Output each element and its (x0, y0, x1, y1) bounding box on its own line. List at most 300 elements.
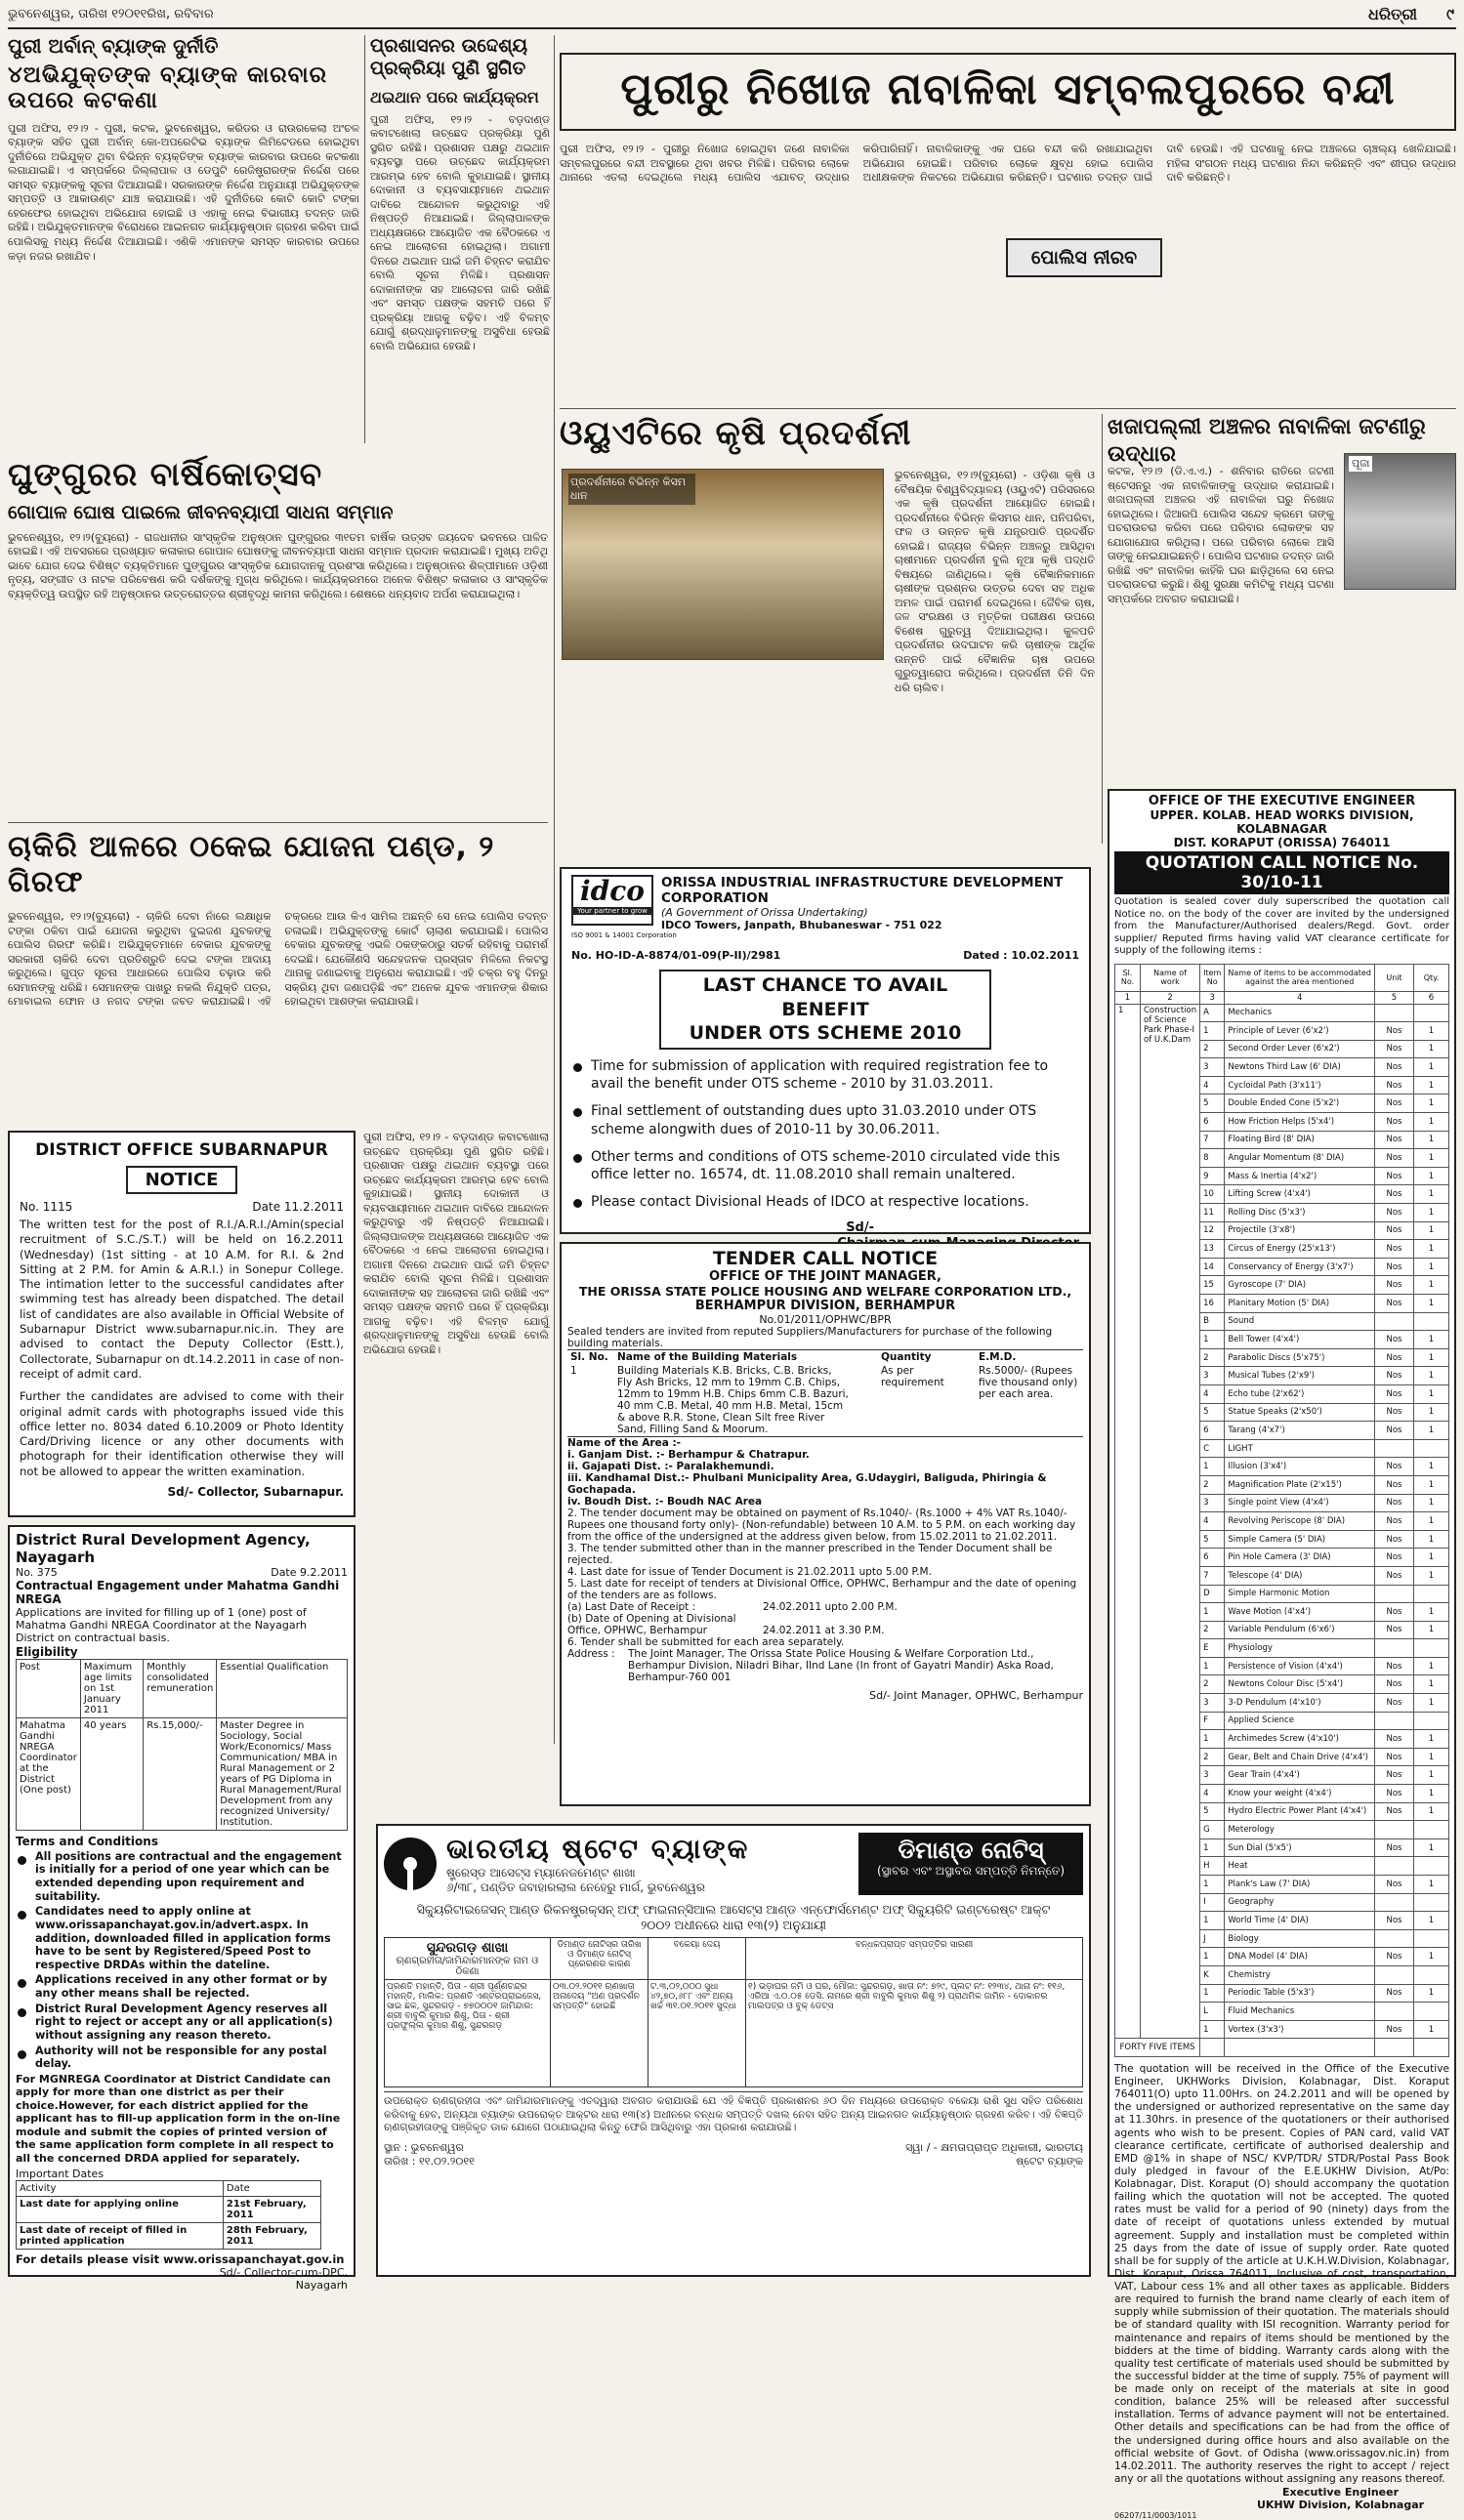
kolab-cell: 3 (1200, 1494, 1225, 1512)
ad-tender (560, 1242, 1091, 1806)
sbi-td-property: ୧) ଭଡ଼ାଘର ଜମି ଓ ଘର, ମୌଜା: ସୁନ୍ଦରଗଡ଼, ଖାତା ନଂ: ୭୨୯, ପ୍ଲଟ ନଂ: ୧୨୩୪, ଥାନା ନଂ: ୧୧୬, ଏରିଆ ଏ.୦.୦୫ ଡେସି. ନାମରେ ଶ୍ରୀ ବାବୁଲି କୁମାର ଶିଶୁ ୨) ପ୍ରାଥମିକ ଜାମିନ - ଦୋକାନର ମାଲପତ୍ର ଓ ବୁକ୍ ଡେଟ୍ସ (746, 1980, 1083, 2087)
kolab-cell: 1 (1414, 1549, 1449, 1567)
masthead-page-number: ୯ (1446, 5, 1454, 23)
sbi-th-dues: ବକେୟା ଦେୟ (648, 1938, 746, 1980)
kolab-cell: 1 (1200, 1984, 1225, 2003)
tender-receipt-value: 24.02.2011 upto 2.00 P.M. (763, 1601, 898, 1613)
kolab-cell: 1 (1414, 1838, 1449, 1857)
kolab-cell (1375, 1004, 1414, 1022)
kolab-cell: 15 (1200, 1276, 1225, 1295)
kolab-cell: 5 (1200, 1403, 1225, 1422)
kolab-cell: Geography (1225, 1893, 1375, 1912)
ad-idco-points (571, 1057, 1079, 1211)
kolab-cell: 13 (1200, 1240, 1225, 1259)
kolab-cell: 1 (1414, 1348, 1449, 1367)
kolab-cell (1375, 1857, 1414, 1876)
kolab-cell: Nos (1375, 1095, 1414, 1113)
idco-point: Please contact Divisional Heads of IDCO at respective locations. (571, 1193, 1079, 1211)
ad-sbi-sign: ସ୍ୱା / - କ୍ଷମତାପ୍ରାପ୍ତ ଅଧିକାରୀ, ଭାରତୀୟ ଷ୍ଟେଟ ବ୍ୟାଙ୍କ (905, 2140, 1083, 2168)
kolab-cell: Nos (1375, 1258, 1414, 1276)
kolab-cell: Floating Bird (8' DIA) (1225, 1131, 1375, 1149)
ad-sbi-act: ସିକ୍ୟୁରିଟାଇଜେସନ୍ ଆଣ୍ଡ ରିକନଷ୍ଟ୍ରକ୍ସନ୍ ଅଫ୍ ଫାଇନାନ୍ସିଆଲ ଆସେଟ୍ସ ଆଣ୍ଡ ଏନ୍ଫୋର୍ସମେଣ୍ଟ ଅଫ୍ ସିକ୍ୟୁରିଟି ଇଣ୍ଟରେଷ୍ଟ ଆକ୍ଟ ୨୦୦୨ ଅଧୀନରେ ଧାରା ୧୩(୨) ଅନୁଯାୟୀ (416, 1902, 1051, 1932)
kolab-cell: Nos (1375, 1675, 1414, 1694)
kolab-cell: Nos (1375, 1076, 1414, 1095)
kolab-cell: 2 (1200, 1675, 1225, 1694)
kolab-cell: 1 (1200, 1876, 1225, 1894)
drda-td-post: Mahatma Gandhi NREGA Coordinator at the District (One post) (17, 1717, 81, 1830)
kolab-cell: DNA Model (4' DIA) (1225, 1948, 1375, 1966)
kolab-th: Unit (1375, 964, 1414, 991)
drda-dates-activity: Last date for applying online (17, 2196, 224, 2222)
ad-drda-subject: Contractual Engagement under Mahatma Gandhi NREGA (16, 1579, 340, 1606)
kolab-cell: Statue Speaks (2'x50') (1225, 1403, 1375, 1422)
story-bank-headline: ୪ଅଭିଯୁକ୍ତଙ୍କ ବ୍ୟାଙ୍କ କାରବାର ଉପରେ କଟକଣା (8, 62, 328, 114)
drda-td-age: 40 years (80, 1717, 143, 1830)
kolab-cell: Biology (1225, 1929, 1375, 1948)
kolab-cell: Nos (1375, 1603, 1414, 1622)
kolab-cell: Conservancy of Energy (3'x7') (1225, 1258, 1375, 1276)
drda-td-pay: Rs.15,000/- (144, 1717, 217, 1830)
tender-addr-label: Address : (567, 1648, 615, 1660)
kolab-cell: 1 (1414, 1785, 1449, 1803)
kolab-cell: Mass & Inertia (4'x2') (1225, 1167, 1375, 1185)
kolab-th: Name of items to be accommodated against the area mentioned (1225, 964, 1375, 991)
ad-sbi-name: ଭାରତୀୟ ଷ୍ଟେଟ ବ୍ୟାଙ୍କ (446, 1833, 750, 1865)
ad-drda-terms (16, 1850, 348, 2072)
kolab-cell: 12 (1200, 1221, 1225, 1240)
kolab-cell (1375, 1929, 1414, 1948)
kolab-cell (1414, 1893, 1449, 1912)
kolab-cell (1414, 1004, 1449, 1022)
ad-drda-dates-table (16, 2180, 321, 2250)
kolab-cell: Simple Harmonic Motion (1225, 1585, 1375, 1603)
kolab-cell: Nos (1375, 1802, 1414, 1821)
kolab-cell: Nos (1375, 1331, 1414, 1349)
ad-kolab-banner: QUOTATION CALL NOTICE No. 30/10-11 (1114, 851, 1449, 894)
kolab-cell: 10 (1200, 1185, 1225, 1204)
kolab-cell: L (1200, 2003, 1225, 2021)
kolab-cell: H (1200, 1857, 1225, 1876)
kolab-cell: Meterology (1225, 1821, 1375, 1839)
kolab-cell: Principle of Lever (6'x2') (1225, 1022, 1375, 1041)
kolab-cell: 7 (1200, 1566, 1225, 1585)
kolab-cell: Lifting Screw (4'x4') (1225, 1185, 1375, 1204)
kolab-cell: Nos (1375, 1384, 1414, 1403)
tender-term: 3. The tender submitted other than in the manner prescribed in the Tender Document shall be rejected. (567, 1543, 1053, 1566)
sbi-td-date: ୦୩.୦୨.୨୦୧୧ ଋଣଖାତା ଅନାଦେୟ "ଅଣ ପ୍ରଦର୍ଶନ ସମ୍ପତ୍ତି" ହୋଇଛି (551, 1980, 648, 2087)
ad-drda-intro: Applications are invited for filling up of 1 (one) post of Mahatma Gandhi NREGA Coordinator at the Nayagarh District on contractual basis. (16, 1606, 307, 1645)
kolab-cell (1375, 1893, 1414, 1912)
kolab-cell: 1 (1414, 1912, 1449, 1930)
ouat-photo (562, 469, 884, 660)
kolab-cell: 1 (1414, 1512, 1449, 1531)
kolab-cell (1414, 1929, 1449, 1948)
kolab-cell: 1 (1200, 1730, 1225, 1749)
kolab-cell: Nos (1375, 1113, 1414, 1132)
tender-addr: The Joint Manager, The Orissa State Police Housing & Welfare Corporation Ltd., Berhampur Division, Niladri Bihar, IInd Lane (In front of Gayatri Mandir) Aska Road, Berhampur-760 001 (628, 1648, 1054, 1683)
ad-subarnapur-para1: The written test for the post of R.I./A.R.I./Amin(special recruitment of S.C./S.T.) will be held on 16.2.2011 (Wednesday) (1st sitting - at 10 A.M. for R.I. & 2nd Sitting at 2 P.M. for Amin & A.R.I.) in Sonepur College. The intimation letter to the successful candidates after swimming test has already been dispatched. The detail list of candidates are also available in Official Website of Subarnapur District www.subarnapur.nic.in. They are advised to contact the Deputy Collector (Estt.), Collectorate, Subarnapur on dt.14.2.2011 in case of non-receipt of admit card. (20, 1218, 344, 1381)
kolab-cell: 3 (1200, 1766, 1225, 1785)
ad-sbi-date: ତାରିଖ : ୧୧.୦୨.୨୦୧୧ (384, 2154, 475, 2168)
kolab-cell: 1 (1414, 1422, 1449, 1440)
tender-th-sl: Sl. No. (570, 1351, 608, 1363)
kolab-cell: 1 (1414, 1185, 1449, 1204)
idco-point: Final settlement of outstanding dues upto 31.03.2010 under OTS scheme alongwith dues of 2010-11 by 30.06.2011. (571, 1102, 1079, 1137)
kolab-cell: K (1200, 1965, 1225, 1984)
kolab-cell: Nos (1375, 2020, 1414, 2039)
kolab-cell: 1 (1414, 1458, 1449, 1476)
ad-kolab-sign2: UKHW Division, Kolabnagar (1256, 2499, 1425, 2512)
story-ouat-body: ଭୁବନେଶ୍ୱର, ୧୨।୨(ବ୍ୟୁରୋ) - ଓଡ଼ିଶା କୃଷି ଓ ବୈଷୟିକ ବିଶ୍ୱବିଦ୍ୟାଳୟ (ଓୟୁଏଟି) ପରିସରରେ ଏକ କୃଷି ପ୍ରଦର୍ଶନୀ ଆୟୋଜିତ ହୋଇଛି। ପ୍ରଦର୍ଶନୀରେ ବିଭିନ୍ନ କିସମର ଧାନ, ପନିପରିବା, ଫଳ ଓ ଉନ୍ନତ କୃଷି ଯନ୍ତ୍ରପାତି ପ୍ରଦର୍ଶିତ ହୋଇଛି। ରାଜ୍ୟର ବିଭିନ୍ନ ଅଞ୍ଚଳରୁ ଆସିଥିବା ଚାଷୀମାନେ ପ୍ରଦର୍ଶନୀ ବୁଲି ନୂଆ କୃଷି ପଦ୍ଧତି ବିଷୟରେ ଜାଣିଥିଲେ। କୃଷି ବୈଜ୍ଞାନିକମାନେ ଚାଷୀଙ୍କ ପ୍ରଶ୍ନର ଉତ୍ତର ଦେବା ସହ ଅଧିକ ଅମଳ ପାଇଁ ପରାମର୍ଶ ଦେଇଥିଲେ। ଜୈବିକ ଚାଷ, ଜଳ ସଂରକ୍ଷଣ ଓ ମୃତ୍ତିକା ପରୀକ୍ଷଣ ଉପରେ ବିଶେଷ ଗୁରୁତ୍ୱ ଦିଆଯାଇଥିଲା। କୁଳପତି ପ୍ରଦର୍ଶନୀର ଉଦଘାଟନ କରି ଚାଷୀଙ୍କ ଆର୍ଥିକ ଉନ୍ନତି ପାଇଁ ବୈଜ୍ଞାନିକ ଚାଷ ଉପରେ ଗୁରୁତ୍ୱାରୋପ କରିଥିଲେ। ପ୍ରଦର୍ଶନୀ ତିନି ଦିନ ଧରି ଚାଲିବ। (895, 469, 1095, 694)
tender-term: 4. Last date for issue of Tender Document is 21.02.2011 upto 5.00 P.M. (567, 1566, 932, 1578)
ad-drda-dates-label: Important Dates (16, 2167, 105, 2180)
kolab-cell: Nos (1375, 1766, 1414, 1785)
ad-idco-sign1: Sd/- (846, 1220, 874, 1236)
kolab-cell: C (1200, 1439, 1225, 1458)
kolab-cell: Nos (1375, 1149, 1414, 1168)
kolab-cell: 1 (1414, 1530, 1449, 1549)
kolab-cell: Second Order Lever (6'x2') (1225, 1040, 1375, 1058)
kolab-cell: Nos (1375, 1494, 1414, 1512)
kolab-cell: Circus of Energy (25'x13') (1225, 1240, 1375, 1259)
ad-subarnapur-title: DISTRICT OFFICE SUBARNAPUR (35, 1140, 328, 1160)
kolab-cell: 1 (1200, 1458, 1225, 1476)
ad-sbi-address: ୬/୩୮, ପଣ୍ଡିତ ଜବାହାରଲାଲ ନେହେରୁ ମାର୍ଗ, ଭୁବନେଶ୍ୱର (446, 1880, 705, 1894)
kolab-cell: E (1200, 1639, 1225, 1658)
kolab-cell: Nos (1375, 1876, 1414, 1894)
kolab-cell (1414, 1312, 1449, 1331)
ad-drda-mgnrega-note: For MGNREGA Coordinator at District Candidate can apply for more than one district as per their choice.However, for each district applied for the applicant has to fill-up application form in the on-line module and submit the copies of printed version of the same application form complete in all respect to all the concerned DRDA applied for separately. (16, 2073, 341, 2165)
kolab-cell: Parabolic Discs (5'x75') (1225, 1348, 1375, 1367)
story-festival-body: ଭୁବନେଶ୍ୱର, ୧୨।୨(ବ୍ୟୁରୋ) - ରାଜଧାନୀର ସାଂସ୍କୃତିକ ଅନୁଷ୍ଠାନ ଘୁଙ୍ଗୁରର ୩୧ତମ ବାର୍ଷିକ ଉତ୍ସବ ଜୟଦେବ ଭବନରେ ପାଳିତ ହୋଇଛି। ଏହି ଅବସରରେ ପ୍ରଖ୍ୟାତ କଳାକାର ଗୋପାଳ ଘୋଷଙ୍କୁ ଜୀବନବ୍ୟାପୀ ସାଧନା ସମ୍ମାନ ପ୍ରଦାନ କରାଯାଇଛି। ମୁଖ୍ୟ ଅତିଥି ଭାବେ ଯୋଗ ଦେଇ ବିଶିଷ୍ଟ ବ୍ୟକ୍ତିମାନେ ଘୁଙ୍ଗୁରର ସାଂସ୍କୃତିକ ଯୋଗଦାନକୁ ପ୍ରଶଂସା କରିଥିଲେ। ଅନୁଷ୍ଠାନର ଶିଳ୍ପୀମାନେ ଓଡ଼ିଶୀ ନୃତ୍ୟ, ସଙ୍ଗୀତ ଓ ନାଟକ ପରିବେଷଣ କରି ଦର୍ଶକଙ୍କୁ ମୁଗ୍ଧ କରିଥିଲେ। କାର୍ଯ୍ୟକ୍ରମରେ ଅନେକ ବିଶିଷ୍ଟ କଳାକାର ଓ ସାଂସ୍କୃତିକ ବ୍ୟକ୍ତିତ୍ୱ ଉପସ୍ଥିତ ରହି ଅନୁଷ୍ଠାନର ଉତ୍ତରୋତ୍ତର ଶ୍ରୀବୃଦ୍ଧି କାମନା କରିଥିଲେ। ଶେଷରେ ଧନ୍ୟବାଦ ଅର୍ପଣ କରାଯାଇଥିଲା। (8, 530, 548, 600)
ad-kolab-intro: Quotation is sealed cover duly superscribed the quotation call Notice no. on the body of the cover are invited by the undersigned from the Manufacturer/Authorised dealers/Regd. Govt. order supplier/ Reputed firms having valid VAT clearance certificate for supply of the following items : (1114, 896, 1449, 956)
kolab-cell: 1 (1200, 1331, 1225, 1349)
sbi-th-property: ବନ୍ଧକପ୍ରାପ୍ତ ସମ୍ପତ୍ତିର ସାରଣୀ (746, 1938, 1083, 1980)
kolab-cell: 1 (1414, 1076, 1449, 1095)
ad-idco-iso: ISO 9001 & 14001 Corporation (571, 931, 677, 939)
ad-sbi-demand: ଡିମାଣ୍ଡ ନୋଟିସ୍ (ସ୍ଥାବର ଏବଂ ଅସ୍ଥାବର ସମ୍ପତ୍ତି ନିମନ୍ତେ) (858, 1833, 1083, 1895)
kolab-cell: 5 (1200, 1802, 1225, 1821)
kolab-cell: 1 (1414, 1403, 1449, 1422)
tender-td-qty: As per requirement (881, 1365, 944, 1388)
story-festival-headline: ଘୁଙ୍ଗୁରର ବାର୍ଷିକୋତ୍ସବ (8, 455, 323, 493)
story-rescue-headline: ଖଜାପଲ୍ଲୀ ଅଞ୍ଚଳର ନାବାଳିକା ଜଟଣୀରୁ ଉଦ୍ଧାର (1108, 415, 1426, 467)
kolab-cell (1375, 1965, 1414, 1984)
kolab-cell (1375, 1821, 1414, 1839)
kolab-cell (1375, 1639, 1414, 1658)
kolab-cell: 16 (1200, 1295, 1225, 1313)
kolab-cell: Nos (1375, 1549, 1414, 1567)
ad-sbi-table (384, 1937, 1083, 2087)
kolab-cell: 4 (1200, 1785, 1225, 1803)
ad-kolab-body: The quotation will be received in the Office of the Executive Engineer, UKHWorks Division, Kolabnagar, Dist. Koraput 764011(O) upto 11.00Hrs. on 24.2.2011 and will be opened by the undersigned or authorized representative on the same day at 11.30hrs. in presence of the quotationers or their authorised agents who wish to be present. Copies of PAN card, valid VAT clearance certificate, certificate of authorised dealership and EMD @1% in shape of NSC/ KVP/TDR/ STDR/Postal Pass Book duly pledged in favour of the E.E.UKHW Division, At/Po: Kolabnagar, Dist. Koraput (O) should accompany the quotation failing which the quotation will not be accepted. The quoted rates must be valid for a period of 90 (ninety) days from the date of receipt of quotations unless extended by mutual agreement. Supply and installation must be completed within 25 days from the date of issue of supply order. Rate quoted shall be for supply of the article at U.K.H.W.Division, Kolabnagar, Dist. Koraput, Orissa 764011, Inclusive of cost, transportation, VAT, Labour cess 1% and all other taxes as applicable. Bidders are required to furnish the brand name clearly of each item of supply while submission of their quotation. The materials should be of standard quality with ISI recognition. Warranty period for maintenance and repairs of items should be mentioned by the bidders at the time of bidding. Warranty cards along with the quality test certificate of materials used should be submitted by the successful bidder at the time of supply. 75% of payment will be made only on receipt of the materials at site in good condition, balance 25% will be released after successful installation. Terms of advance payment will not be entertained. Other details and specifications can be had from the office of the undersigned during office hours and also available on the official website of Govt. of Odisha (www.orissagov.nic.in) from 14.02.2011. The authority reserves the right to accept / reject any or all the quotations without assigning any reasons thereof. (1114, 2062, 1449, 2485)
ad-tender-office: OFFICE OF THE JOINT MANAGER, (709, 1269, 941, 1284)
story-missing-callout: ପୋଲିସ ନୀରବ (1006, 238, 1162, 277)
kolab-cell: 2 (1200, 1475, 1225, 1494)
kolab-cell: 1 (1414, 1331, 1449, 1349)
kolab-cell: Rolling Disc (5'x3') (1225, 1204, 1375, 1222)
kolab-cell: 1 (1414, 1384, 1449, 1403)
story-fraud (8, 830, 548, 1123)
kolab-cell: F (1200, 1712, 1225, 1730)
kolab-cell: Chemistry (1225, 1965, 1375, 1984)
story-fraud-body: ଭୁବନେଶ୍ୱର, ୧୨।୨(ବ୍ୟୁରୋ) - ଚାକିରି ଦେବା ନାଁରେ ଲକ୍ଷାଧିକ ଟଙ୍କା ଠକିବା ପାଇଁ ଯୋଜନା କରୁଥିବା ଦୁଇଜଣ ଯୁବକଙ୍କୁ ପୋଲିସ ଗିରଫ କରିଛି। ଅଭିଯୁକ୍ତମାନେ ବେକାର ଯୁବକଙ୍କୁ ସରକାରୀ ଚାକିରି ଦେବା ପ୍ରତିଶ୍ରୁତି ଦେଇ ଟଙ୍କା ଆଦାୟ କରୁଥିଲେ। ଗୁପ୍ତ ସୂଚନା ଆଧାରରେ ପୋଲିସ ଚଢ଼ାଉ କରି ସେମାନଙ୍କୁ ଧରିଛି। ସେମାନଙ୍କ ପାଖରୁ ନକଲି ନିଯୁକ୍ତି ପତ୍ର, ମୋବାଇଲ ଫୋନ ଓ ନଗଦ ଟଙ୍କା ଜବତ କରାଯାଇଛି। ଏହି ଚକ୍ରରେ ଆଉ କିଏ ସାମିଲ ଅଛନ୍ତି ସେ ନେଇ ପୋଲିସ ତଦନ୍ତ ଚଳାଇଛି। ଅଭିଯୁକ୍ତଙ୍କୁ କୋର୍ଟ ଚାଲାଣ କରାଯାଇଛି। ପୋଲିସ ବେକାର ଯୁବକଙ୍କୁ ଏଭଳି ଠକଙ୍କଠାରୁ ସତର୍କ ରହିବାକୁ ପରାମର୍ଶ ଦେଇଛି। ଯେକୌଣସି ସନ୍ଦେହଜନକ ପ୍ରସ୍ତାବ ମିଳିଲେ ନିକଟସ୍ଥ ଥାନାକୁ ଜଣାଇବାକୁ ଅନୁରୋଧ କରାଯାଇଛି। ଏହି ଚକ୍ର ବହୁ ଦିନରୁ ସକ୍ରିୟ ଥିବା ଜଣାପଡ଼ିଛି ଏବଂ ଅନେକ ଯୁବକ ଏମାନଙ୍କ ଶିକାର ହୋଇଥିବା ଆଶଙ୍କା କରାଯାଉଛି। (8, 910, 548, 1009)
kolab-cell: Simple Camera (5' DIA) (1225, 1530, 1375, 1549)
kolab-item-row (1115, 1004, 1449, 1022)
ad-drda-details: For details please visit www.orissapanchayat.gov.in (16, 2251, 345, 2266)
ad-drda-no: No. 375 (16, 1566, 58, 1579)
kolab-th: Name of work (1141, 964, 1200, 991)
kolab-cell: 1 (1414, 1802, 1449, 1821)
kolab-cell: 1 (1414, 1948, 1449, 1966)
tender-area: iv. Boudh Dist. :- Boudh NAC Area (567, 1496, 763, 1508)
ad-tender-sign: Sd/- Joint Manager, OPHWC, Berhampur (869, 1689, 1083, 1702)
ad-kolab-h2: UPPER. KOLAB. HEAD WORKS DIVISION, KOLABNAGAR (1150, 808, 1414, 836)
ad-idco-corp: ORISSA INDUSTRIAL INFRASTRUCTURE DEVELOPMENT CORPORATION (661, 875, 1064, 906)
story-bank-kicker: ପୁରୀ ଅର୍ବାନ୍ ବ୍ୟାଙ୍କ ଦୁର୍ନୀତି (8, 34, 219, 58)
kolab-cell: Nos (1375, 1475, 1414, 1494)
tender-opening-label: (b) Date of Opening at Divisional Office, OPHWC, Berhampur (567, 1613, 736, 1636)
kolab-cell: 1 (1414, 1748, 1449, 1766)
story-missing-headline: ପୁରୀରୁ ନିଖୋଜ ନାବାଳିକା ସମ୍ବଲପୁରରେ ବନ୍ଦୀ (560, 53, 1456, 131)
story-admin-headline: ପ୍ରଶାସନର ଉଦ୍ଦେଶ୍ୟ ପ୍ରକ୍ରିୟା ପୁଣି ସ୍ଥଗିତ (370, 35, 528, 79)
story-admin-body: ପୁରୀ ଅଫିସ, ୧୨।୨ - ବଡ଼ଦାଣ୍ଡ କବାଟଖୋଲା ଉଚ୍ଛେଦ ପ୍ରକ୍ରିୟା ପୁଣି ସ୍ଥଗିତ ରହିଛି। ପ୍ରଶାସନ ପକ୍ଷରୁ ଥଇଥାନ ବ୍ୟବସ୍ଥା ପରେ ଉଚ୍ଛେଦ କାର୍ଯ୍ୟକ୍ରମ ଆରମ୍ଭ ହେବ ବୋଲି କୁହାଯାଇଛି। ସ୍ଥାନୀୟ ଦୋକାନୀ ଓ ବ୍ୟବସାୟୀମାନେ ଥଇଥାନ ଦାବିରେ ଆନ୍ଦୋଳନ କରୁଥିବାରୁ ଏହି ନିଷ୍ପତ୍ତି ନିଆଯାଇଛି। ଜିଲ୍ଲାପାଳଙ୍କ ଅଧ୍ୟକ୍ଷତାରେ ଆୟୋଜିତ ଏକ ବୈଠକରେ ଏ ନେଇ ଆଲୋଚନା ହୋଇଥିଲା। ଅଗାମୀ ଦିନରେ ଥଇଥାନ ପାଇଁ ଜମି ଚିହ୍ନଟ କରାଯିବ ବୋଲି ସୂଚନା ମିଳିଛି। ପ୍ରଶାସନ ଦୋକାନୀଙ୍କ ସହ ଆଲୋଚନା ଜାରି ରଖିଛି ଏବଂ ସମସ୍ତ ପକ୍ଷଙ୍କ ସହମତି ପରେ ହିଁ ପ୍ରକ୍ରିୟା ଆଗକୁ ବଢ଼ିବ। ଏହି ବିଳମ୍ବ ଯୋଗୁଁ ଶ୍ରଦ୍ଧାଳୁମାନଙ୍କୁ ଅସୁବିଧା ହେଉଛି ବୋଲି ଅଭିଯୋଗ ହେଉଛି। (370, 112, 550, 352)
kolab-cell: 1 (1414, 1657, 1449, 1675)
story-festival-sub: ଗୋପାଳ ଘୋଷ ପାଇଲେ ଜୀବନବ୍ୟାପୀ ସାଧନା ସମ୍ମାନ (8, 501, 394, 523)
kolab-cell: Applied Science (1225, 1712, 1375, 1730)
kolab-cell: Nos (1375, 1022, 1414, 1041)
kolab-cell: 1 (1414, 1240, 1449, 1259)
kolab-cell: 1 (1200, 1603, 1225, 1622)
kolab-cell: 1 (1414, 1167, 1449, 1185)
sbi-td-dues: ଟ.୩,୦୨,୦୦୦ ସୁଧା ୪୨,୭୦,୬୮୮ ଏବଂ ଅନ୍ୟ ଖର୍ଚ୍ଚ ୩୧.୦୧.୨୦୧୧ ସୁଦ୍ଧା (648, 1980, 746, 2087)
ad-drda-terms-label: Terms and Conditions (16, 1834, 158, 1848)
story-missing-body: ପୁରୀ ଅଫିସ, ୧୨।୨ - ପୁରୀରୁ ନିଖୋଜ ହୋଇଥିବା ଜଣେ ନାବାଳିକା ସମ୍ବଲପୁରରେ ବନ୍ଦୀ ଅବସ୍ଥାରେ ଥିବା ଖବର ମିଳିଛି। ପରିବାର ଲୋକେ ଥାନାରେ ଏତଲା ଦେଇଥିଲେ ମଧ୍ୟ ପୋଲିସ ଏଯାବତ୍ ଉଦ୍ଧାର କରିପାରିନାହିଁ। ନାବାଳିକାଙ୍କୁ ଏକ ଘରେ ବନ୍ଦୀ କରି ରଖାଯାଇଥିବା ଅଭିଯୋଗ ହୋଇଛି। ପରିବାର ଲୋକେ କ୍ଷୁବ୍ଧ ହୋଇ ପୋଲିସ ଅଧୀକ୍ଷକଙ୍କ ନିକଟରେ ଅଭିଯୋଗ କରିଛନ୍ତି। ଘଟଣାର ତଦନ୍ତ ପାଇଁ ଦାବି ହେଉଛି। ଏହି ଘଟଣାକୁ ନେଇ ଅଞ୍ଚଳରେ ଚାଞ୍ଚଲ୍ୟ ଖେଳିଯାଇଛି। ମହିଳା ସଂଗଠନ ମଧ୍ୟ ଘଟଣାର ନିନ୍ଦା କରିଛନ୍ତି ଏବଂ ଶୀଘ୍ର ଉଦ୍ଧାର ଦାବି କରିଛନ୍ତି। (560, 143, 1456, 185)
kolab-cell: 1 (1414, 1258, 1449, 1276)
kolab-cell: Nos (1375, 1912, 1414, 1930)
sbi-th-branch: ସୁନ୍ଦରଗଡ଼ ଶାଖା ଋଣଗ୍ରହୀତା/ଜାମିନ୍ଦାରମାନଙ୍କ ନାମ ଓ ଠିକଣା (385, 1938, 551, 1980)
kolab-cell: Nos (1375, 1458, 1414, 1476)
kolab-colnum: 6 (1414, 991, 1449, 1004)
kolab-cell: Wave Motion (4'x4') (1225, 1603, 1375, 1622)
kolab-cell: 2 (1200, 1040, 1225, 1058)
kolab-cell: Nos (1375, 1422, 1414, 1440)
kolab-cell: Fluid Mechanics (1225, 2003, 1375, 2021)
ad-sbi-place: ସ୍ଥାନ : ଭୁବନେଶ୍ୱର (384, 2140, 464, 2154)
kolab-cell: 1 (1414, 1730, 1449, 1749)
kolab-cell: 1 (1414, 1295, 1449, 1313)
ad-idco-no: No. HO-ID-A-8874/01-09(P-II)/2981 (571, 949, 781, 962)
ad-subarnapur-date: Date 11.2.2011 (252, 1200, 344, 1214)
ouat-photo-caption: ପ୍ରଦର୍ଶନୀରେ ବିଭିନ୍ନ କିସମ ଧାନ (568, 474, 695, 505)
kolab-cell: Nos (1375, 1403, 1414, 1422)
kolab-cell: 1 (1414, 1367, 1449, 1385)
kolab-cell: 9 (1200, 1167, 1225, 1185)
drda-dates-date: 28th February, 2011 (223, 2222, 320, 2249)
story-missing (560, 53, 1456, 404)
story-admin-sub: ଥଇଥାନ ପରେ କାର୍ଯ୍ୟକ୍ରମ (370, 87, 539, 106)
kolab-cell: 1 (1414, 1621, 1449, 1639)
kolab-cell (1375, 2003, 1414, 2021)
kolab-cell: 4 (1200, 1384, 1225, 1403)
kolab-cell: Persistence of Vision (4'x4') (1225, 1657, 1375, 1675)
kolab-cell (1414, 2003, 1449, 2021)
kolab-cell: Nos (1375, 1984, 1414, 2003)
kolab-cell: 1 (1414, 1494, 1449, 1512)
kolab-cell: Illusion (3'x4') (1225, 1458, 1375, 1476)
story-rescue (1108, 414, 1456, 779)
story-admin (370, 35, 550, 449)
drda-term: All positions are contractual and the engagement is initially for a period of one year which can be extended depending upon requirement and suitability. (16, 1850, 348, 1904)
story-bank (8, 35, 359, 449)
kolab-cell: 8 (1200, 1149, 1225, 1168)
kolab-cell: 1 (1414, 1766, 1449, 1785)
kolab-cell: Gear, Belt and Chain Drive (4'x4') (1225, 1748, 1375, 1766)
ad-idco (560, 867, 1091, 1234)
kolab-cell: World Time (4' DIA) (1225, 1912, 1375, 1930)
kolab-colnum: 1 (1115, 991, 1141, 1004)
kolab-cell: 6 (1200, 1422, 1225, 1440)
kolab-cell: 1 (1414, 1131, 1449, 1149)
ad-idco-date: Dated : 10.02.2011 (963, 949, 1079, 962)
ad-tender-division: BERHAMPUR DIVISION, BERHAMPUR (694, 1299, 956, 1313)
kolab-cell: 5 (1200, 1530, 1225, 1549)
kolab-colnum: 3 (1200, 991, 1225, 1004)
ad-tender-title: TENDER CALL NOTICE (712, 1248, 939, 1269)
kolab-cell: Nos (1375, 1566, 1414, 1585)
kolab-work: Construction of Science Park Phase-I of U.K.Dam (1141, 1004, 1200, 2039)
kolab-cell: 3-D Pendulum (4'x10') (1225, 1694, 1375, 1713)
ad-sbi (376, 1824, 1091, 2277)
masthead-date: ଭୁବନେଶ୍ୱର, ତାରିଖ ୧୨୦୧୧ରିଖ, ରବିବାର (8, 7, 214, 21)
kolab-cell (1414, 1857, 1449, 1876)
kolab-cell: Revolving Periscope (8' DIA) (1225, 1512, 1375, 1531)
kolab-cell: Variable Pendulum (6'x6') (1225, 1621, 1375, 1639)
ad-kolab-h1: OFFICE OF THE EXECUTIVE ENGINEER (1148, 794, 1416, 808)
kolab-cell: Nos (1375, 1276, 1414, 1295)
kolab-cell: Nos (1375, 1748, 1414, 1766)
kolab-th: Qty. (1414, 964, 1449, 991)
tender-term: 2. The tender document may be obtained on payment of Rs.1040/- (Rs.1000 + 4% VAT Rs.1040/- Rupees one thousand forty only)- (Non-refundable) between 10 A.M. to 5 P.M. on each working day from the office of the undersigned at the address given below, from 15.02.2011 to 21.02.2011. (567, 1508, 1076, 1543)
drda-dates-activity: Last date of receipt of filled in printed application (17, 2222, 224, 2249)
kolab-sl: 1 (1115, 1004, 1141, 2039)
kolab-cell: 11 (1200, 1204, 1225, 1222)
kolab-cell: Nos (1375, 1348, 1414, 1367)
tender-term: 5. Last date for receipt of tenders at Divisional Office, OPHWC, Berhampur and the date of opening of the tenders are as follows. (567, 1578, 1077, 1601)
ad-kolab-sign1: Executive Engineer (1281, 2486, 1400, 2499)
ad-idco-banner: LAST CHANCE TO AVAIL BENEFIT UNDER OTS SCHEME 2010 (659, 970, 991, 1050)
kolab-cell: Nos (1375, 1240, 1414, 1259)
drda-td-qual: Master Degree in Sociology, Social Work/Economics/ Mass Communication/ MBA in Rural Management or 2 years of PG Diploma in Rural Management/Rural Development from any recognized University/ Institution. (217, 1717, 348, 1830)
tender-td-name: Building Materials K.B. Bricks, C.B. Bricks, Fly Ash Bricks, 12 mm to 19mm C.B. Chips, 12mm to 19mm H.B. Chips 6mm C.B. Bazuri, 40 mm C.B. Metal, 40 mm H.B. Metal, 15cm & above R.R. Stone, Clean Silt free River Sand, Filling Sand & Moorum. (617, 1365, 849, 1435)
kolab-cell: 2 (1200, 1748, 1225, 1766)
drda-term: Candidates need to apply online at www.orissapanchayat.gov.in/advert.aspx. In addition, downloaded filled in application forms have to be sent by Registered/Speed Post to respective DRDAs within the dateline. (16, 1905, 348, 1971)
kolab-cell: Nos (1375, 1167, 1414, 1185)
ad-kolab-h3: DIST. KORAPUT (ORISSA) 764011 (1173, 836, 1391, 849)
kolab-th: Item No (1200, 964, 1225, 991)
kolab-cell: 1 (1200, 1948, 1225, 1966)
kolab-cell: Nos (1375, 1040, 1414, 1058)
tender-receipt-label: (a) Last Date of Receipt : (567, 1601, 696, 1613)
kolab-cell: Tarang (4'x7') (1225, 1422, 1375, 1440)
kolab-cell: 1 (1414, 1984, 1449, 2003)
kolab-cell (1375, 1712, 1414, 1730)
kolab-cell: Gyroscope (7' DIA) (1225, 1276, 1375, 1295)
ad-tender-areas-label: Name of the Area :- (567, 1437, 682, 1449)
kolab-cell: Musical Tubes (2'x9') (1225, 1367, 1375, 1385)
kolab-cell: Nos (1375, 1621, 1414, 1639)
drda-th-age: Maximum age limits on 1st January 2011 (80, 1659, 143, 1717)
masthead (8, 4, 1456, 29)
drda-th-post: Post (17, 1659, 81, 1717)
kolab-cell: 1 (1414, 1876, 1449, 1894)
ad-drda-date: Date 9.2.2011 (271, 1566, 348, 1579)
kolab-cell: Pin Hole Camera (3' DIA) (1225, 1549, 1375, 1567)
kolab-cell: Nos (1375, 1530, 1414, 1549)
drda-term: Applications received in any other format or by any other means shall be rejected. (16, 1973, 348, 2000)
kolab-cell: Angular Momentum (8' DIA) (1225, 1149, 1375, 1168)
ad-subarnapur-no: No. 1115 (20, 1200, 73, 1214)
ad-tender-corp: THE ORISSA STATE POLICE HOUSING AND WELFARE CORPORATION LTD., (578, 1284, 1072, 1299)
kolab-cell: Nos (1375, 1657, 1414, 1675)
kolab-cell: 1 (1414, 1675, 1449, 1694)
kolab-colnum: 2 (1141, 991, 1200, 1004)
masthead-brand: ଧରିତ୍ରୀ (1368, 5, 1417, 23)
tender-area: ii. Gajapati Dist. :- Paralakhemundi. (567, 1461, 774, 1472)
story-festival (8, 455, 548, 816)
kolab-colnum: 4 (1225, 991, 1375, 1004)
kolab-cell: Nos (1375, 1295, 1414, 1313)
kolab-cell: Gear Train (4'x4') (1225, 1766, 1375, 1785)
kolab-cell: Sun Dial (5'x5') (1225, 1838, 1375, 1857)
tender-th-qty: Quantity (881, 1351, 932, 1363)
kolab-cell: 1 (1414, 1694, 1449, 1713)
kolab-cell: 1 (1414, 1022, 1449, 1041)
idco-logo: idco Your partner to grow (571, 875, 653, 926)
kolab-cell: How Friction Helps (5'x4') (1225, 1113, 1375, 1132)
kolab-cell: Cycloidal Path (3'x11') (1225, 1076, 1375, 1095)
ad-drda-title: District Rural Development Agency, Nayagarh (16, 1531, 311, 1566)
kolab-cell: Nos (1375, 1185, 1414, 1204)
idco-point: Other terms and conditions of OTS scheme-2010 circulated vide this office letter no. 16574, dt. 11.08.2010 shall remain unaltered. (571, 1148, 1079, 1183)
ad-tender-intro: Sealed tenders are invited from reputed Suppliers/Manufacturers for purchase of the following building materials. (567, 1326, 1053, 1349)
kolab-cell (1414, 1712, 1449, 1730)
kolab-cell: Nos (1375, 1730, 1414, 1749)
drda-dates-date: 21st February, 2011 (223, 2196, 320, 2222)
kolab-cell: 1 (1414, 1276, 1449, 1295)
kolab-colnum: 5 (1375, 991, 1414, 1004)
kolab-cell: Nos (1375, 1785, 1414, 1803)
story-bank-body: ପୁରୀ ଅଫିସ, ୧୨।୨ - ପୁରୀ, କଟକ, ଭୁବନେଶ୍ୱର, କରିଡର ଓ ରାଉରକେଲା ଅଂଚଳ ବ୍ୟାଙ୍କ ସହିତ ପୁରୀ ଅର୍ବାନ୍ କୋ-ଅପରେଟିଭ ବ୍ୟାଙ୍କ ଲିମିଟେଡରେ ହୋଇଥିବା ଦୁର୍ନୀତିରେ ଅଭିଯୁକ୍ତ ଥିବା ବିଭିନ୍ନ ବ୍ୟକ୍ତିଙ୍କ ବ୍ୟାଙ୍କ କାରବାର ଉପରେ କଟକଣା ଲଗାଯାଇଛି। ଏ ସମ୍ପର୍କରେ ଜିଲ୍ଲାପାଳ ଓ ଡେପୁଟି ରେଜିଷ୍ଟ୍ରାରଙ୍କ ନିର୍ଦ୍ଦେଶ ପରେ ସମସ୍ତ ବ୍ୟାଙ୍କକୁ ସୂଚନା ଦିଆଯାଇଛି। ସରକାରଙ୍କ ନିର୍ଦ୍ଦେଶ ଅନୁଯାୟୀ ଅଭିଯୁକ୍ତଙ୍କ ସମ୍ପତ୍ତି ଓ ଆକାଉଣ୍ଟ ଯାଞ୍ଚ କରାଯାଉଛି। ଏହି ଦୁର୍ନୀତିରେ କୋଟି କୋଟି ଟଙ୍କା ହେରଫେର ହୋଇଥିବା ଅଭିଯୋଗ ହୋଇଛି ଓ ଏହାକୁ ନେଇ ବିଭାଗୀୟ ତଦନ୍ତ ଜାରି ରହିଛି। ଅଭିଯୁକ୍ତମାନଙ୍କ ବିରୋଧରେ ଆଇନଗତ କାର୍ଯ୍ୟାନୁଷ୍ଠାନ ଗ୍ରହଣ କରିବା ପାଇଁ ପୋଲିସକୁ ମଧ୍ୟ ନିର୍ଦ୍ଦେଶ ଦିଆଯାଇଛି। ଏଣିକି ଏମାନଙ୍କ ସମସ୍ତ କାରବାର ଉପରେ କଡ଼ା ନଜର ରଖାଯିବ। (8, 121, 359, 263)
drda-dates-th-activity: Activity (17, 2180, 224, 2196)
drda-th-pay: Monthly consolidated remuneration (144, 1659, 217, 1717)
kolab-cell: Heat (1225, 1857, 1375, 1876)
kolab-cell: Mechanics (1225, 1004, 1375, 1022)
kolab-cell: Hydro Electric Power Plant (4'x4') (1225, 1802, 1375, 1821)
kolab-cell: Double Ended Cone (5'x2') (1225, 1095, 1375, 1113)
kolab-cell: 1 (1200, 1838, 1225, 1857)
kolab-cell: 14 (1200, 1258, 1225, 1276)
kolab-cell: 1 (1414, 2020, 1449, 2039)
kolab-cell (1414, 1639, 1449, 1658)
kolab-cell: Sound (1225, 1312, 1375, 1331)
kolab-cell: Newtons Third Law (6' DIA) (1225, 1058, 1375, 1077)
kolab-cell: Magnification Plate (2'x15') (1225, 1475, 1375, 1494)
kolab-cell: B (1200, 1312, 1225, 1331)
kolab-cell: 1 (1414, 1113, 1449, 1132)
tender-opening-value: 24.02.2011 at 3.30 P.M. (763, 1625, 885, 1636)
ad-subarnapur-sign: Sd/- Collector, Subarnapur. (167, 1485, 344, 1500)
